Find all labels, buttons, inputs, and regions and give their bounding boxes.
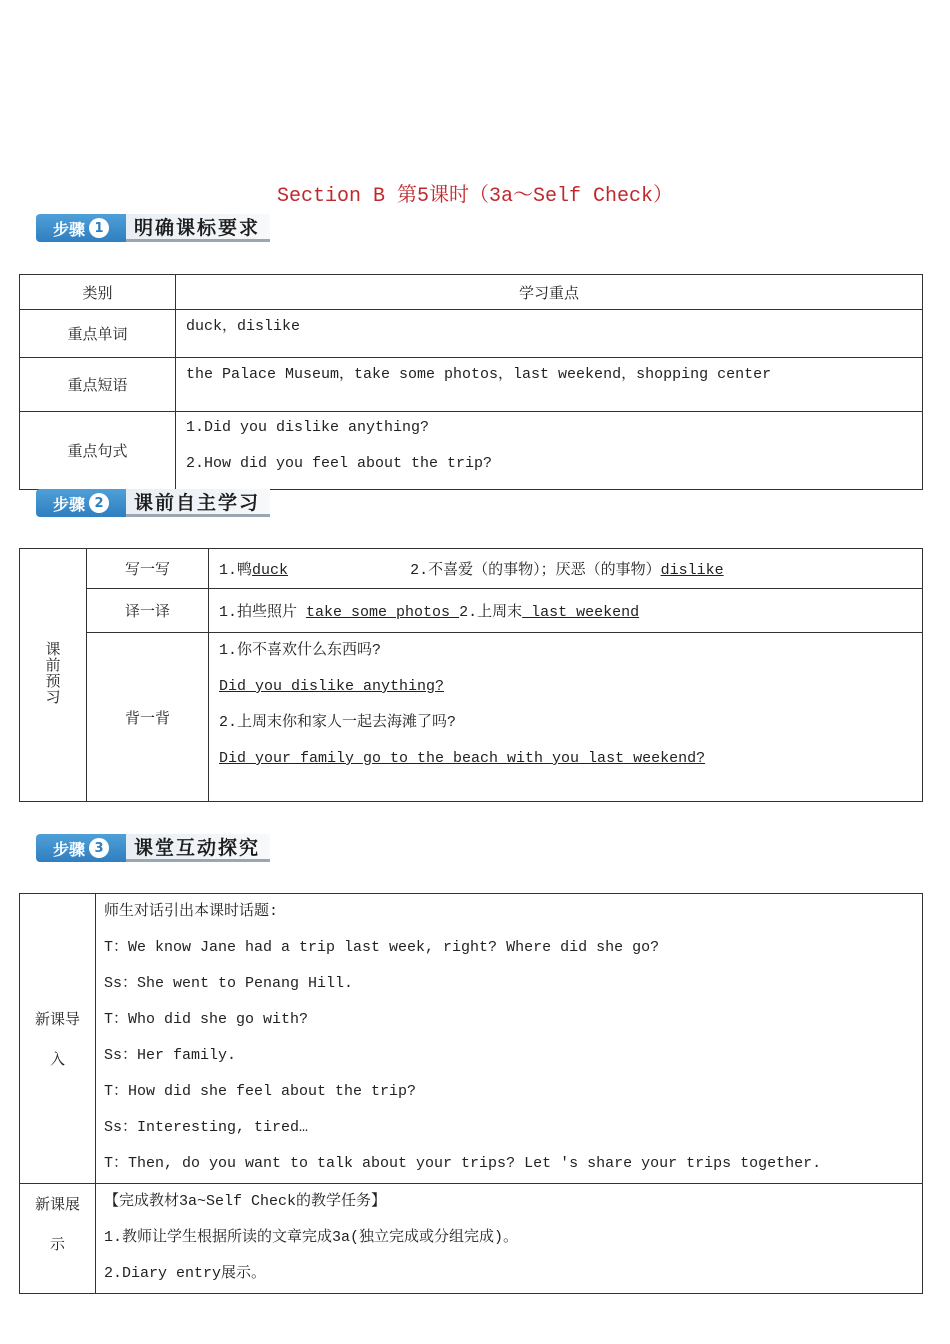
step-badge: 步骤 (52, 219, 85, 239)
task-line: 2.Diary entry展示。 (104, 1265, 267, 1282)
task-line: 【完成教材3a~Self Check的教学任务】 (104, 1193, 387, 1210)
dialog-line: 师生对话引出本课时话题: (104, 903, 279, 920)
dialog-line: T：How did she feel about the trip? (104, 1083, 417, 1100)
row-content: 1.Did you dislike anything? (186, 419, 430, 436)
write-item-1: 1.鸭duck (219, 562, 289, 579)
row-category: 重点短语 (20, 358, 176, 412)
step-number: 1 (89, 218, 109, 238)
dialog-line: Ss：She went to Penang Hill. (104, 975, 354, 992)
page-title: Section B 第5课时（3a～Self Check） (276, 185, 674, 208)
translate-item-1: 1.拍些照片 take some photos (219, 604, 460, 621)
dialog-line: T：Who did she go with? (104, 1011, 309, 1028)
step-label: 课前自主学习 (126, 489, 270, 517)
recite-question-2: 2.上周末你和家人一起去海滩了吗? (219, 714, 457, 731)
recite-question-1: 1.你不喜欢什么东西吗? (219, 642, 382, 659)
step-3-banner (36, 834, 270, 862)
write-label: 写一写 (87, 549, 209, 589)
dialog-line: Ss：Interesting, tired… (104, 1119, 309, 1136)
step-badge: 步骤 (52, 839, 85, 859)
row-category: 重点单词 (20, 310, 176, 358)
step-number: 2 (89, 493, 109, 513)
write-item-2: 2.不喜爱（的事物）；厌恶（的事物）dislike (410, 562, 724, 579)
classroom-table (19, 893, 923, 1294)
preview-side-label: 课前预习 (43, 641, 62, 705)
dialog-line: T：We know Jane had a trip last week, right? Where did she go? (104, 939, 660, 956)
dialog-line: T：Then, do you want to talk about your trips? Let 's share your trips together. (104, 1155, 822, 1172)
row-category: 重点句式 (20, 412, 176, 490)
step-number: 3 (89, 838, 109, 858)
step-label: 明确课标要求 (126, 214, 270, 242)
task-line: 1.教师让学生根据所读的文章完成3a(独立完成或分组完成)。 (104, 1229, 519, 1246)
row-content: duck，dislike (186, 318, 301, 335)
preview-table (19, 548, 923, 802)
step-1-banner (36, 214, 270, 242)
row-content: 2.How did you feel about the trip? (186, 455, 493, 472)
recite-answer-1: Did you dislike anything? (219, 678, 445, 695)
header-category: 类别 (20, 275, 176, 310)
key-points-table (19, 274, 923, 490)
intro-label: 新课导 入 (34, 1009, 80, 1068)
translate-label: 译一译 (87, 589, 209, 633)
row-content: the Palace Museum，take some photos，last weekend，shopping center (186, 366, 772, 383)
step-badge: 步骤 (52, 494, 85, 514)
recite-label: 背一背 (87, 633, 209, 802)
show-label: 新课展 示 (34, 1195, 80, 1253)
dialog-line: Ss：Her family. (104, 1047, 237, 1064)
recite-answer-2: Did your family go to the beach with you last weekend? (219, 750, 706, 767)
translate-item-2: 2.上周末 last weekend (459, 604, 640, 621)
step-2-banner (36, 489, 270, 517)
step-label: 课堂互动探究 (126, 834, 270, 862)
header-focus: 学习重点 (176, 275, 923, 310)
